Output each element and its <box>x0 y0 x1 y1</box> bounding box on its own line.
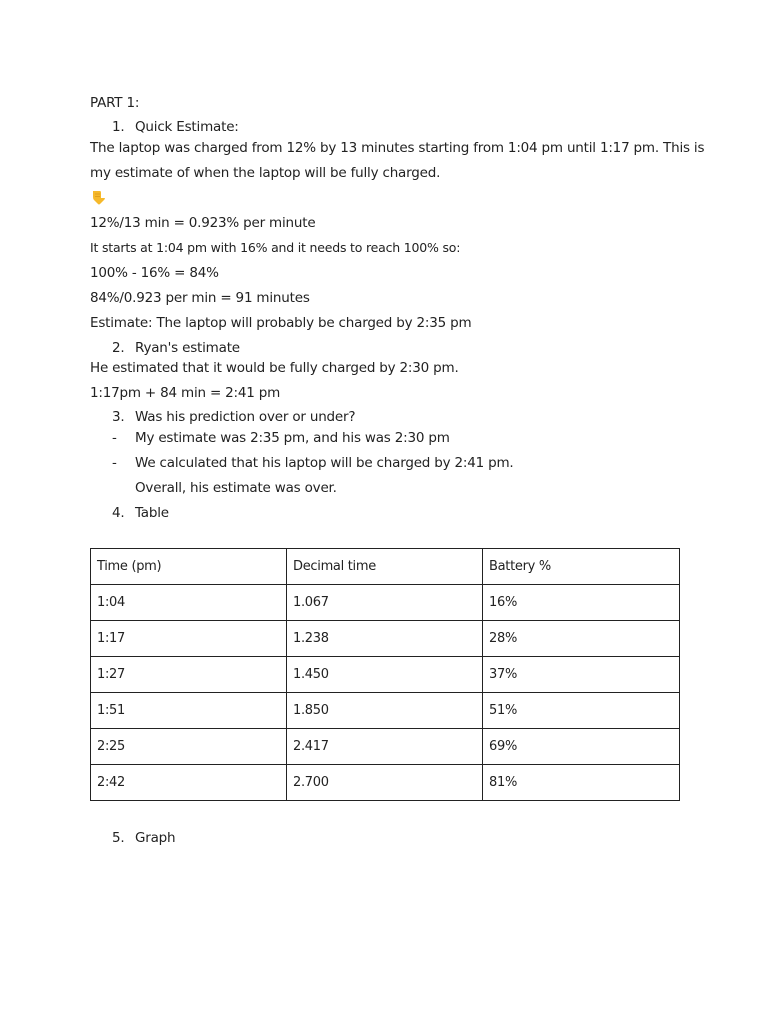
cell-time: 1:27 <box>91 657 287 693</box>
estimate-result: Estimate: The laptop will probably be charged by 2:35 pm <box>90 315 472 331</box>
estimate-paragraph-line-1: The laptop was charged from 12% by 13 minutes starting from 1:04 pm until 1:17 pm. This is <box>90 140 705 156</box>
part-title: PART 1: <box>90 95 140 111</box>
battery-data-table <box>90 548 680 801</box>
section-2-title: Ryan's estimate <box>135 340 240 356</box>
section-2-heading <box>112 338 240 358</box>
estimate-paragraph-line-2: my estimate of when the laptop will be fully charged. <box>90 165 441 181</box>
section-1-number: 1. <box>112 119 125 135</box>
section-4-title: Table <box>135 505 169 521</box>
section-3-title: Was his prediction over or under? <box>135 409 356 425</box>
cell-time: 2:25 <box>91 729 287 765</box>
overall-conclusion: Overall, his estimate was over. <box>135 480 337 496</box>
section-3-number: 3. <box>112 409 125 425</box>
cell-decimal-time: 1.450 <box>287 657 483 693</box>
cell-decimal-time: 1.238 <box>287 621 483 657</box>
table-row <box>91 621 680 657</box>
calculation-start: It starts at 1:04 pm with 16% and it needs to reach 100% so: <box>90 240 461 255</box>
ryan-calculation: 1:17pm + 84 min = 2:41 pm <box>90 385 281 401</box>
comparison-bullet-2 <box>112 453 514 473</box>
cell-battery: 69% <box>483 729 680 765</box>
cell-decimal-time: 2.417 <box>287 729 483 765</box>
section-2-number: 2. <box>112 340 125 356</box>
header-time: Time (pm) <box>91 549 287 585</box>
cell-decimal-time: 2.700 <box>287 765 483 801</box>
cell-time: 1:17 <box>91 621 287 657</box>
cell-time: 1:04 <box>91 585 287 621</box>
section-5-heading <box>112 828 175 848</box>
cell-battery: 16% <box>483 585 680 621</box>
table-row <box>91 585 680 621</box>
cell-decimal-time: 1.067 <box>287 585 483 621</box>
header-decimal-time: Decimal time <box>287 549 483 585</box>
ryan-estimate-text: He estimated that it would be fully charged by 2:30 pm. <box>90 360 459 376</box>
table-row <box>91 729 680 765</box>
section-4-heading <box>112 503 169 523</box>
section-3-heading <box>112 407 355 427</box>
section-1-heading <box>112 117 239 137</box>
cell-battery: 51% <box>483 693 680 729</box>
table-row <box>91 765 680 801</box>
calculation-minutes: 84%/0.923 per min = 91 minutes <box>90 290 310 306</box>
calculation-rate: 12%/13 min = 0.923% per minute <box>90 215 316 231</box>
table-header-row <box>91 549 680 585</box>
cell-time: 1:51 <box>91 693 287 729</box>
section-5-title: Graph <box>135 830 176 846</box>
section-1-title: Quick Estimate: <box>135 119 239 135</box>
pointing-down-hand-icon <box>90 188 108 206</box>
table-row <box>91 657 680 693</box>
bullet-1-text: My estimate was 2:35 pm, and his was 2:30 pm <box>135 430 450 446</box>
cell-battery: 81% <box>483 765 680 801</box>
bullet-dash: - <box>112 455 117 471</box>
cell-battery: 28% <box>483 621 680 657</box>
section-5-number: 5. <box>112 830 125 846</box>
calculation-remaining: 100% - 16% = 84% <box>90 265 219 281</box>
bullet-dash: - <box>112 430 117 446</box>
table-row <box>91 693 680 729</box>
header-battery: Battery % <box>483 549 680 585</box>
section-4-number: 4. <box>112 505 125 521</box>
comparison-bullet-1 <box>112 428 450 448</box>
cell-decimal-time: 1.850 <box>287 693 483 729</box>
cell-battery: 37% <box>483 657 680 693</box>
cell-time: 2:42 <box>91 765 287 801</box>
bullet-2-text: We calculated that his laptop will be charged by 2:41 pm. <box>135 455 514 471</box>
